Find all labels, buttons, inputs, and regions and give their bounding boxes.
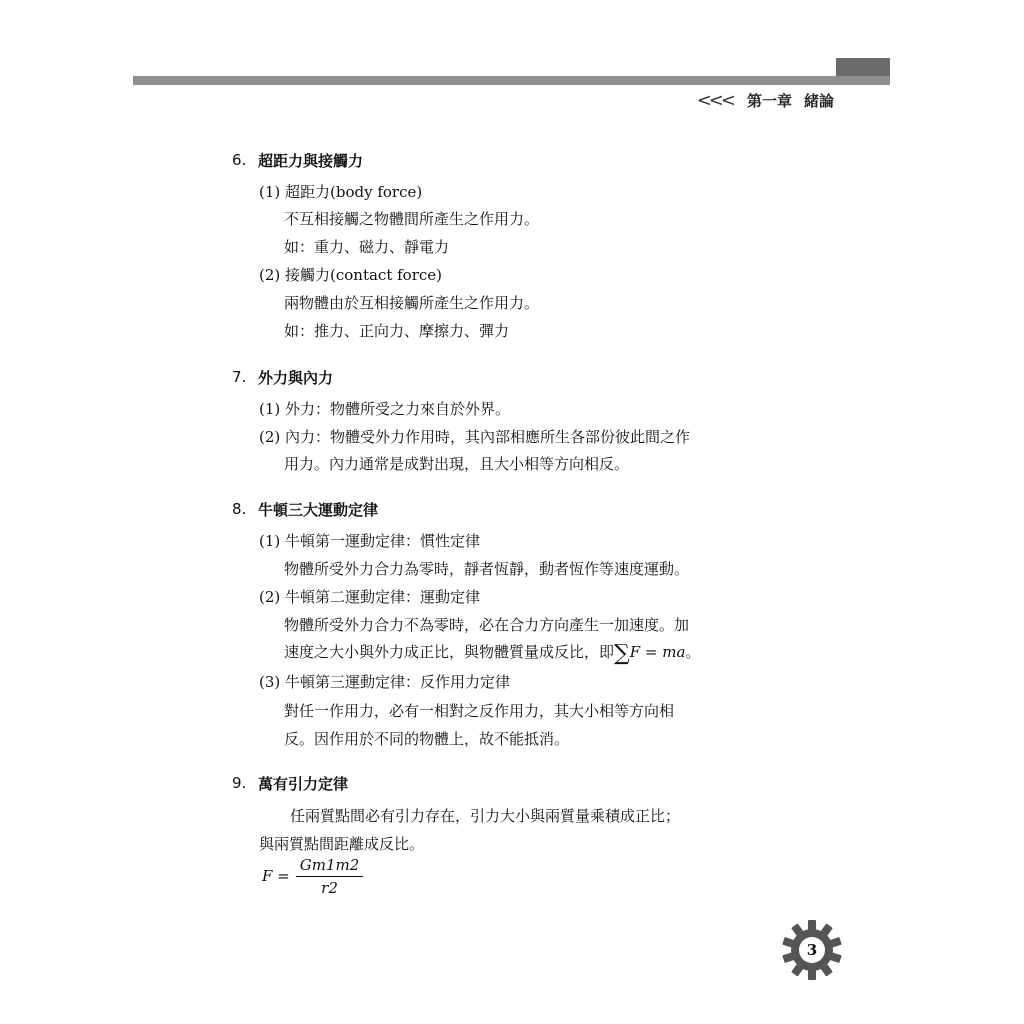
fraction-denominator: r2	[321, 878, 338, 897]
page-number: 3	[806, 941, 818, 959]
text-line-with-formula	[284, 641, 701, 666]
section-6-heading	[232, 149, 363, 171]
text-line: (3) 牛頓第三運動定律：反作用力定律	[259, 673, 511, 691]
section-title: 超距力與接觸力	[258, 151, 364, 170]
text-line: 反。因作用於不同的物體上，故不能抵消。	[284, 730, 570, 748]
text-segment: 速度之大小與外力成正比，與物體質量成反比，即	[284, 643, 615, 661]
gravitation-formula	[262, 856, 363, 896]
section-9-heading	[232, 772, 348, 794]
newton-second-law-formula: F = ma	[629, 643, 686, 661]
text-line: 不互相接觸之物體間所產生之作用力。	[284, 210, 540, 228]
section-7-heading	[232, 366, 333, 388]
text-line: (1) 外力：物體所受之力來自於外界。	[259, 400, 511, 418]
text-line: (2) 內力：物體受外力作用時，其內部相應所生各部份彼此間之作	[259, 428, 691, 446]
section-8-heading	[232, 498, 378, 520]
text-line: 如：推力、正向力、摩擦力、彈力	[284, 322, 510, 340]
chapter-title: 緒論	[803, 91, 834, 110]
running-head	[697, 90, 834, 110]
header-bar	[133, 76, 890, 85]
text-line: 物體所受外力合力不為零時，必在合力方向產生一加速度。加	[284, 616, 690, 634]
section-number: 6.	[232, 151, 247, 169]
text-line: (1) 牛頓第一運動定律：慣性定律	[259, 532, 481, 550]
text-line: 如：重力、磁力、靜電力	[284, 238, 450, 256]
text-line: 物體所受外力合力為零時，靜者恆靜，動者恆作等速度運動。	[284, 560, 690, 578]
fraction-numerator: Gm1m2	[296, 856, 364, 877]
text-segment: 。	[685, 643, 701, 661]
text-line: 兩物體由於互相接觸所產生之作用力。	[284, 294, 540, 312]
text-line: 與兩質點間距離成反比。	[259, 835, 425, 853]
formula-lhs: F =	[262, 867, 290, 885]
text-line: (2) 接觸力(contact force)	[259, 266, 443, 284]
section-number: 7.	[232, 368, 247, 386]
text-line: (1) 超距力(body force)	[259, 183, 423, 201]
text-line: 用力。內力通常是成對出現，且大小相等方向相反。	[284, 455, 630, 473]
text-line: (2) 牛頓第二運動定律：運動定律	[259, 588, 481, 606]
fraction	[296, 856, 364, 897]
sigma-icon: ∑	[614, 641, 630, 666]
chevron-icon: <<<	[696, 89, 733, 111]
section-title: 牛頓三大運動定律	[258, 500, 379, 519]
section-title: 萬有引力定律	[258, 774, 349, 793]
section-title: 外力與內力	[258, 368, 334, 387]
header-tab	[836, 58, 890, 76]
text-line: 任兩質點間必有引力存在，引力大小與兩質量乘積成正比；	[290, 807, 681, 825]
section-number: 9.	[232, 774, 247, 792]
chapter-label: 第一章	[746, 91, 792, 110]
section-number: 8.	[232, 500, 247, 518]
text-line: 對任一作用力，必有一相對之反作用力，其大小相等方向相	[284, 702, 675, 720]
